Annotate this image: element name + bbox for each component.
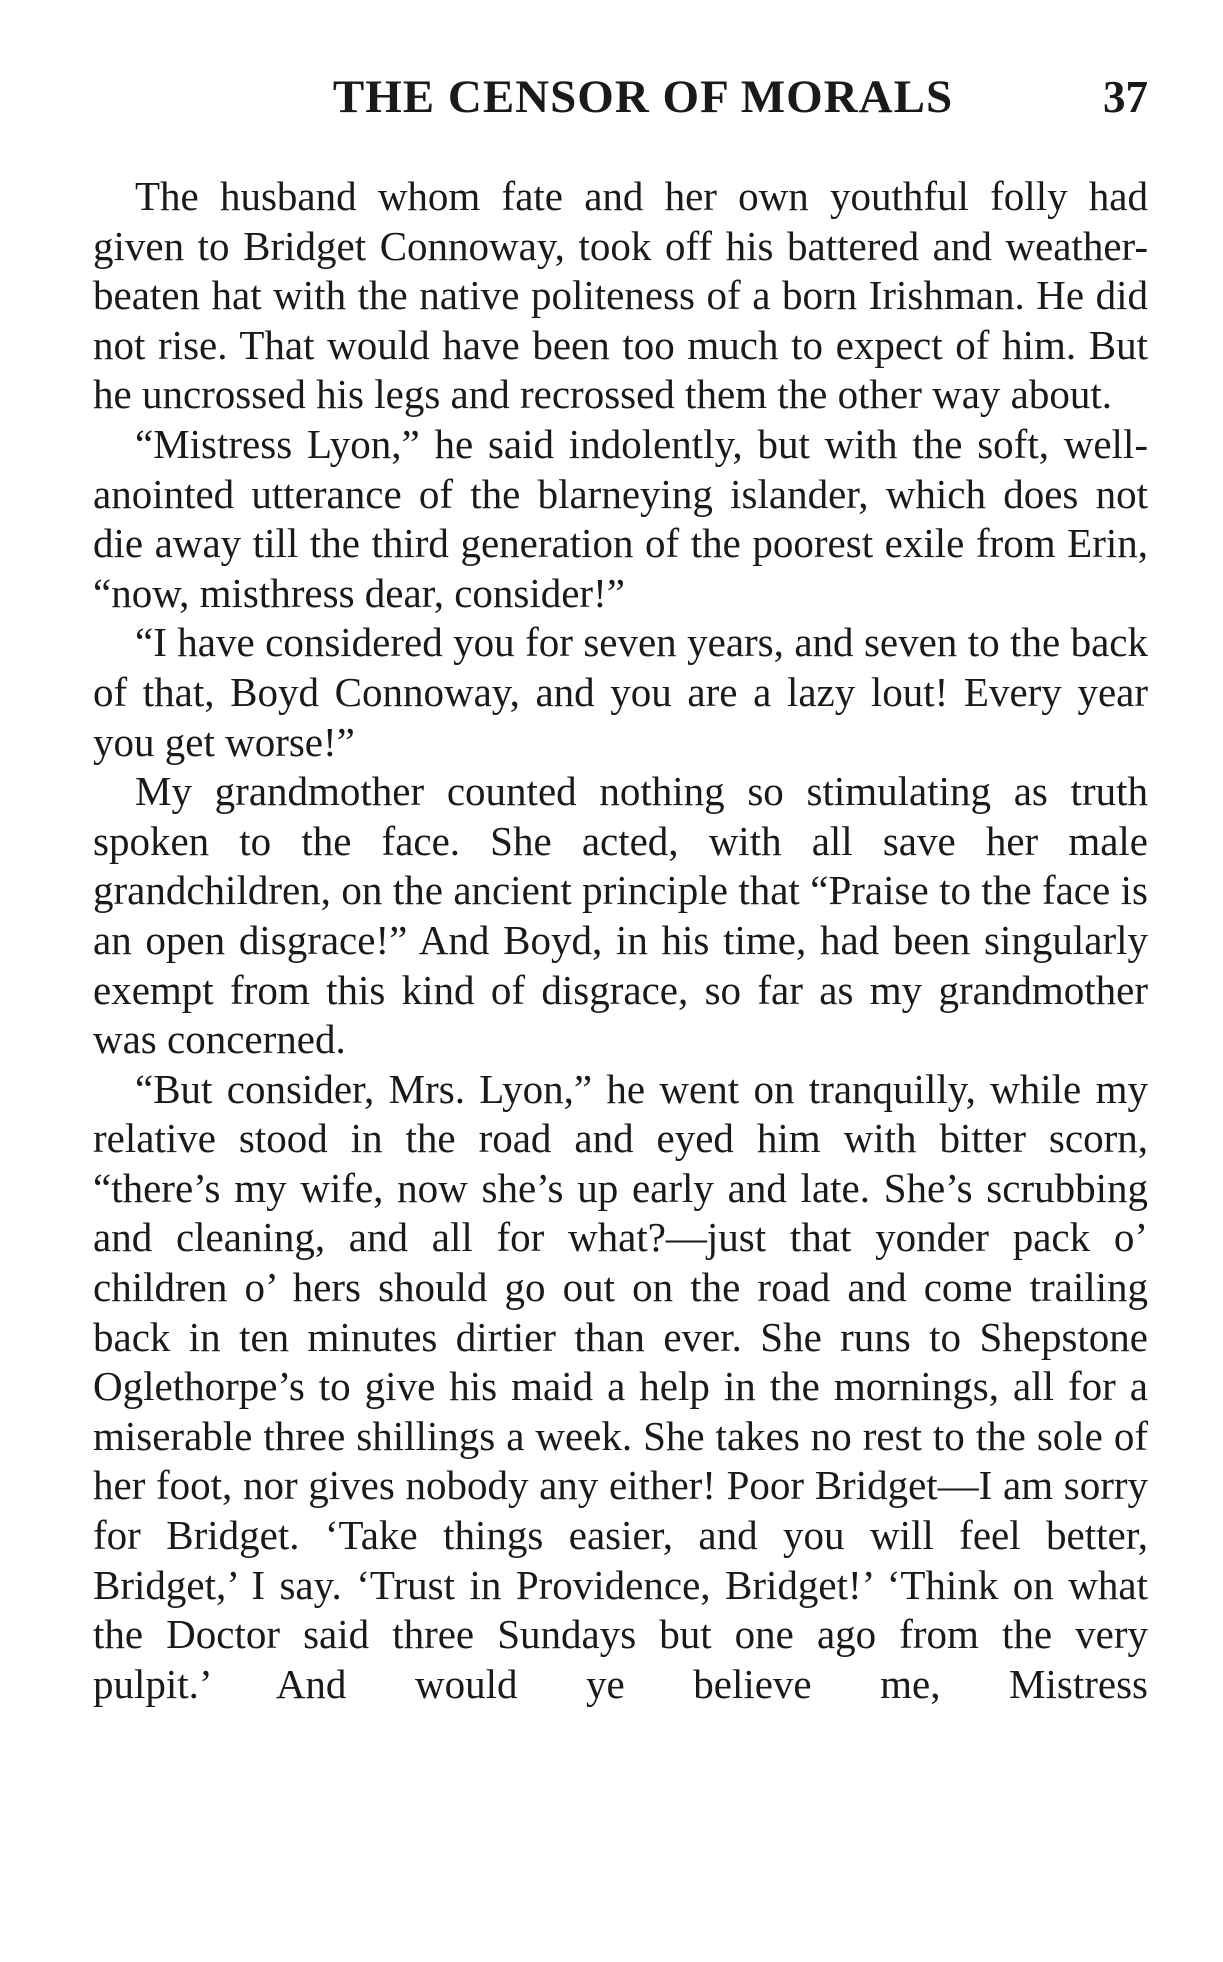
running-head <box>93 70 1148 140</box>
page-number: 37 <box>1103 72 1148 122</box>
paragraph: “I have considered you for seven years, and seven to the back of that, Boyd Connoway, and you are a lazy lout! Every year you get worse!” <box>93 619 1148 765</box>
page-content <box>93 70 1148 1709</box>
paragraph: The husband whom fate and her own youthful folly had given to Bridget Connoway, took off his battered and weather-beaten hat with the native politeness of a born Irishman. He did not rise. That would have been too much to expect of him. But he uncrossed his legs and recrossed them the other way about. <box>93 173 1148 418</box>
running-title: THE CENSOR OF MORALS <box>332 71 954 123</box>
paragraph: My grandmother counted nothing so stimulating as truth spoken to the face. She acted, with all save her male grandchildren, on the ancient principle that “Praise to the face is an open disgrace!” And Boyd, in his time, had been singularly exempt from this kind of disgrace, so far as my grandmother was concerned. <box>93 768 1148 1063</box>
paragraph: “But consider, Mrs. Lyon,” he went on tranquilly, while my relative stood in the road and eyed him with bitter scorn, “there’s my wife, now she’s up early and late. She’s scrubbing and cleaning, and all for what?—just that yonder pack o’ children o’ hers should go out on the road and come trailing back in ten minutes dirtier than ever. She runs to Shepstone Oglethorpe’s to give his maid a help in the mornings, all for a miserable three shillings a week. She takes no rest to the sole of her foot, nor gives nobody any either! Poor Bridget—I am sorry for Bridget. ‘Take things easier, and you will feel better, Bridget,’ I say. ‘Trust in Providence, Bridget!’ ‘Think on what the Doctor said three Sundays but one ago from the very pulpit.’ And would ye believe me, Mistress <box>93 1065 1148 1707</box>
paragraph: “Mistress Lyon,” he said indolently, but with the soft, well-anointed utterance of the blarneying islander, which does not die away till the third generation of the poorest exile from Erin, “now, misthress dear, consider!” <box>93 420 1148 616</box>
body-text <box>93 172 1148 1709</box>
